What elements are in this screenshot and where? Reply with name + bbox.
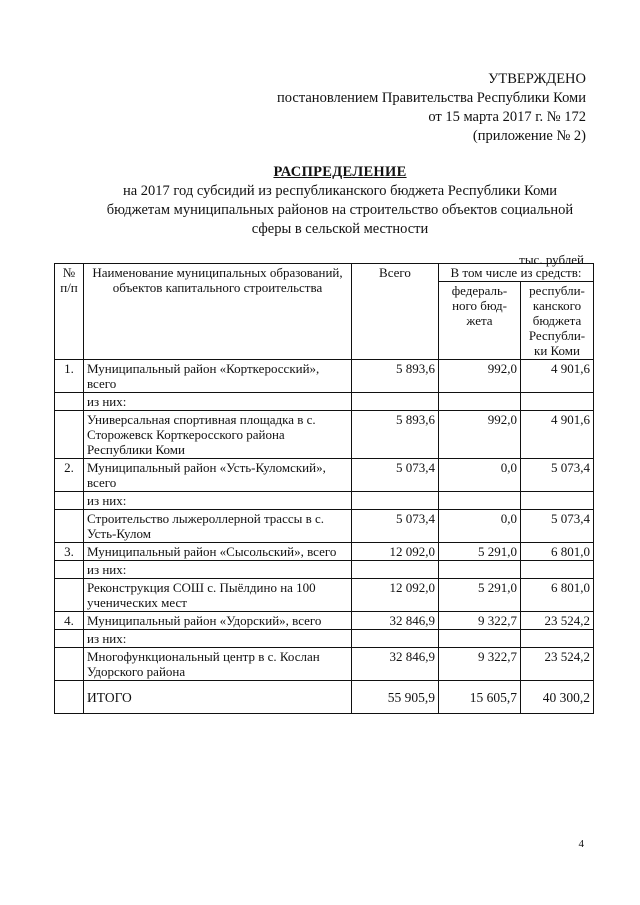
row-num: [55, 492, 84, 510]
header-num: № п/п: [55, 264, 84, 360]
header-republic: республи-канского бюджета Республи-ки Коми: [521, 282, 594, 360]
row-total: 32 846,9: [352, 612, 439, 630]
row-num: [55, 648, 84, 681]
row-num: [55, 681, 84, 714]
row-federal: 992,0: [439, 411, 521, 459]
table-row: [55, 411, 594, 459]
row-federal: 0,0: [439, 459, 521, 492]
row-total: [352, 561, 439, 579]
row-total: [352, 492, 439, 510]
subsidy-table: [54, 263, 594, 714]
document-subtitle-line-2: бюджетам муниципальных районов на строительство объектов социальной: [106, 202, 574, 218]
approval-appendix: (приложение № 2): [472, 128, 586, 144]
row-republic: [521, 630, 594, 648]
row-total: [352, 393, 439, 411]
row-name: Муниципальный район «Сысольский», всего: [84, 543, 352, 561]
row-num: [55, 510, 84, 543]
table-row: [55, 543, 594, 561]
table-row: [55, 561, 594, 579]
row-total: [352, 630, 439, 648]
row-federal: [439, 630, 521, 648]
row-republic: 23 524,2: [521, 612, 594, 630]
row-name: из них:: [84, 492, 352, 510]
row-num: [55, 630, 84, 648]
row-name: из них:: [84, 561, 352, 579]
row-federal: 5 291,0: [439, 579, 521, 612]
row-total: 12 092,0: [352, 579, 439, 612]
table-row: [55, 612, 594, 630]
document-title: РАСПРЕДЕЛЕНИЕ: [273, 164, 407, 180]
row-republic: [521, 492, 594, 510]
document-subtitle-line-3: сферы в сельской местности: [251, 221, 429, 237]
total-row: [55, 681, 594, 714]
row-republic: 40 300,2: [521, 681, 594, 714]
table-row: [55, 459, 594, 492]
row-name: Универсальная спортивная площадка в с. Сторожевск Корткеросского района Республики Коми: [84, 411, 352, 459]
row-name: ИТОГО: [84, 681, 352, 714]
row-federal: 0,0: [439, 510, 521, 543]
row-total: 5 893,6: [352, 411, 439, 459]
row-republic: [521, 393, 594, 411]
row-num: 1.: [55, 360, 84, 393]
row-federal: 992,0: [439, 360, 521, 393]
row-name: Муниципальный район «Корткеросский», всего: [84, 360, 352, 393]
approval-decree: постановлением Правительства Республики Коми: [277, 90, 586, 106]
row-republic: 4 901,6: [521, 411, 594, 459]
table-row: [55, 393, 594, 411]
table-row: [55, 630, 594, 648]
header-federal: федераль-ного бюд-жета: [439, 282, 521, 360]
row-republic: 5 073,4: [521, 459, 594, 492]
row-num: [55, 579, 84, 612]
header-including: В том числе из средств:: [439, 264, 594, 282]
row-total: 5 893,6: [352, 360, 439, 393]
row-federal: 9 322,7: [439, 612, 521, 630]
approval-date: от 15 марта 2017 г. № 172: [428, 109, 586, 125]
row-num: [55, 411, 84, 459]
row-federal: 9 322,7: [439, 648, 521, 681]
row-name: Строительство лыжероллерной трассы в с. Усть-Кулом: [84, 510, 352, 543]
row-num: 3.: [55, 543, 84, 561]
document-title-block: [100, 163, 580, 239]
row-federal: 15 605,7: [439, 681, 521, 714]
header-total: Всего: [352, 264, 439, 360]
row-republic: 23 524,2: [521, 648, 594, 681]
row-federal: [439, 393, 521, 411]
row-name: Многофункциональный центр в с. Кослан Удорского района: [84, 648, 352, 681]
row-name: Муниципальный район «Усть-Куломский», всего: [84, 459, 352, 492]
row-total: 12 092,0: [352, 543, 439, 561]
table-body: [55, 360, 594, 714]
row-federal: [439, 492, 521, 510]
row-total: 5 073,4: [352, 510, 439, 543]
row-total: 32 846,9: [352, 648, 439, 681]
row-total: 5 073,4: [352, 459, 439, 492]
row-federal: [439, 561, 521, 579]
table-row: [55, 360, 594, 393]
table-row: [55, 510, 594, 543]
row-republic: 6 801,0: [521, 579, 594, 612]
row-republic: [521, 561, 594, 579]
row-name: из них:: [84, 393, 352, 411]
document-subtitle-line-1: на 2017 год субсидий из республиканского бюджета Республики Коми: [122, 183, 558, 199]
row-republic: 5 073,4: [521, 510, 594, 543]
approval-title: УТВЕРЖДЕНО: [488, 71, 586, 87]
row-republic: 6 801,0: [521, 543, 594, 561]
table-row: [55, 648, 594, 681]
header-name: Наименование муниципальных образований, объектов капитального строительства: [84, 264, 352, 360]
row-num: [55, 561, 84, 579]
row-name: Реконструкция СОШ с. Пыёлдино на 100 ученических мест: [84, 579, 352, 612]
page-number: 4: [578, 838, 584, 850]
table-row: [55, 579, 594, 612]
row-num: [55, 393, 84, 411]
row-num: 4.: [55, 612, 84, 630]
row-federal: 5 291,0: [439, 543, 521, 561]
table-row: [55, 492, 594, 510]
row-total: 55 905,9: [352, 681, 439, 714]
row-num: 2.: [55, 459, 84, 492]
approval-block: [226, 70, 586, 146]
row-republic: 4 901,6: [521, 360, 594, 393]
units-label: тыс. рублей: [519, 252, 584, 267]
row-name: Муниципальный район «Удорский», всего: [84, 612, 352, 630]
row-name: из них:: [84, 630, 352, 648]
